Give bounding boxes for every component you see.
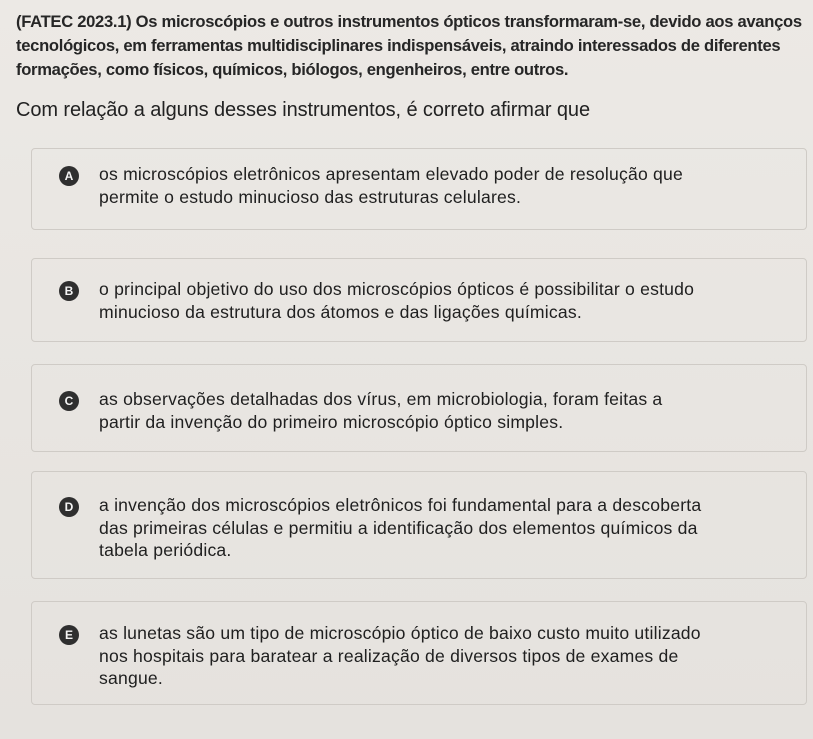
option-line: o principal objetivo do uso dos microscópios ópticos é possibilitar o estudo (99, 279, 695, 299)
option-line: tabela periódica. (99, 540, 232, 560)
intro-line: formações, como físicos, químicos, biólogos, engenheiros, entre outros. (16, 60, 569, 79)
option-line: minucioso da estrutura dos átomos e das ligações químicas. (99, 301, 582, 322)
option-line: as lunetas são um tipo de microscópio óptico de baixo custo muito utilizado (99, 623, 701, 643)
option-line: a invenção dos microscópios eletrônicos foi fundamental para a descoberta (99, 495, 702, 515)
intro-line: (FATEC 2023.1) Os microscópios e outros instrumentos ópticos transformaram-se, devido aos avanços (16, 12, 802, 31)
option-text (99, 388, 799, 433)
option-line: partir da invenção do primeiro microscópio óptico simples. (99, 411, 564, 432)
question-intro (16, 10, 806, 82)
option-letter-badge: E (59, 625, 79, 645)
option-e[interactable] (31, 601, 807, 705)
option-text (99, 622, 799, 690)
option-d[interactable] (31, 471, 807, 579)
option-line: sangue. (99, 668, 164, 688)
option-line: os microscópios eletrônicos apresentam elevado poder de resolução que (99, 164, 683, 184)
option-letter-badge: A (59, 166, 79, 186)
option-line: nos hospitais para baratear a realização de diversos tipos de exames de (99, 645, 679, 666)
option-line: das primeiras células e permitiu a identificação dos elementos químicos da (99, 517, 698, 538)
option-text (99, 163, 799, 208)
option-letter-badge: C (59, 391, 79, 411)
option-letter-badge: D (59, 497, 79, 517)
option-letter-badge: B (59, 281, 79, 301)
option-c[interactable] (31, 364, 807, 452)
intro-line: tecnológicos, em ferramentas multidisciplinares indispensáveis, atraindo interessados de diferentes (16, 36, 781, 55)
option-text (99, 278, 799, 323)
option-a[interactable] (31, 148, 807, 230)
option-line: as observações detalhadas dos vírus, em microbiologia, foram feitas a (99, 389, 663, 409)
option-b[interactable] (31, 258, 807, 342)
option-line: permite o estudo minucioso das estruturas celulares. (99, 186, 522, 207)
option-text (99, 494, 799, 562)
question-stem: Com relação a alguns desses instrumentos, é correto afirmar que (16, 99, 590, 121)
